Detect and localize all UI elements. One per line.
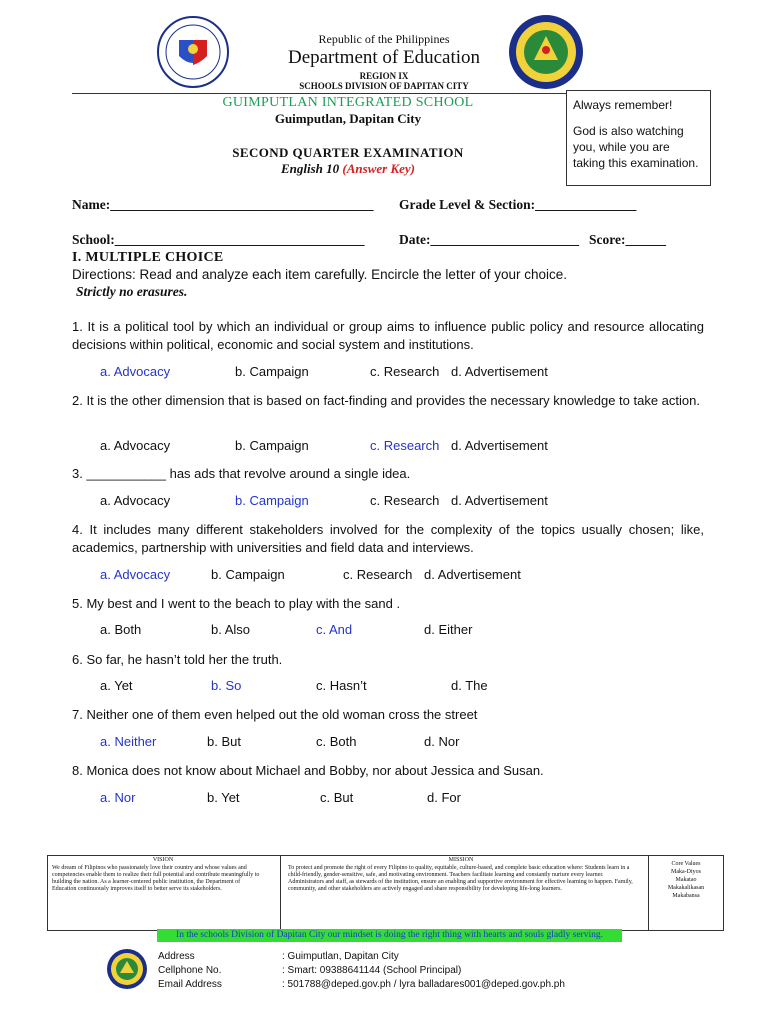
question-8-option-d[interactable]: d. For	[427, 790, 461, 805]
question-4-option-a[interactable]: a. Advocacy	[100, 567, 171, 582]
question-5: 5. My best and I went to the beach to play with the sand .	[72, 596, 401, 611]
footer-school-seal-logo	[106, 948, 148, 990]
question-5-option-d[interactable]: d. Either	[424, 622, 473, 637]
subject-name: English 10	[280, 161, 340, 176]
date-field[interactable]: Date:______________________	[399, 232, 579, 247]
question-3-option-a[interactable]: a. Advocacy	[100, 493, 171, 508]
question-5-option-b[interactable]: b. Also	[211, 622, 251, 637]
grade-section-field[interactable]: Grade Level & Section:_______________	[399, 197, 637, 212]
remember-text: God is also watching you, while you are taking this examination.	[573, 124, 699, 170]
question-1: 1. It is a political tool by which an individual or group aims to influence public policy and resource allocating decisions within political, economic and social system and institutions.	[72, 319, 704, 352]
core-value-4: Makabansa	[672, 893, 700, 899]
question-1-option-b[interactable]: b. Campaign	[235, 364, 309, 379]
school-location: Guimputlan, Dapitan City	[274, 111, 422, 126]
core-value-2: Makatao	[675, 877, 697, 883]
question-1-option-a[interactable]: a. Advocacy	[100, 364, 171, 379]
question-6-option-d[interactable]: d. The	[451, 678, 488, 693]
address-value: : Guimputlan, Dapitan City	[282, 951, 399, 962]
vision-mission-box	[47, 855, 724, 931]
question-7-option-c[interactable]: c. Both	[316, 734, 357, 749]
mission-title: MISSION	[448, 857, 474, 863]
question-6-option-a[interactable]: a. Yet	[100, 678, 133, 693]
question-6-option-b[interactable]: b. So	[211, 678, 242, 693]
question-8-option-a[interactable]: a. Nor	[100, 790, 136, 805]
address-label: Address	[158, 951, 195, 962]
question-7-option-d[interactable]: d. Nor	[424, 734, 460, 749]
vision-title: VISION	[152, 857, 174, 863]
phone-label: Cellphone No.	[158, 965, 222, 976]
mindset-banner: In the schools Division of Dapitan City our mindset is doing the right thing with hearts and souls gladly serving.	[157, 929, 622, 942]
remember-box	[566, 90, 711, 186]
school-field[interactable]: School:_____________________________________	[72, 232, 365, 247]
vision-text: We dream of Filipinos who passionately love their country and whose values and competencies enable them to realize their full potential and contribute meaningfully to building the nation. As a learner-centered public institution, the Department of Education continuously improves itself to better serve its stakeholders.	[52, 865, 260, 892]
question-1-option-c[interactable]: c. Research	[370, 364, 440, 379]
question-7-option-a[interactable]: a. Neither	[100, 734, 157, 749]
section-title: I. MULTIPLE CHOICE	[72, 250, 224, 265]
question-8: 8. Monica does not know about Michael and Bobby, nor about Jessica and Susan.	[72, 763, 544, 778]
footer-divider-1	[280, 856, 281, 930]
school-name: GUIMPUTLAN INTEGRATED SCHOOL	[222, 95, 474, 110]
question-6-option-c[interactable]: c. Hasn’t	[316, 678, 367, 693]
score-field[interactable]: Score:______	[589, 232, 666, 247]
question-3-option-c[interactable]: c. Research	[370, 493, 440, 508]
question-7-option-b[interactable]: b. But	[207, 734, 241, 749]
question-5-option-a[interactable]: a. Both	[100, 622, 142, 637]
question-3-option-d[interactable]: d. Advertisement	[451, 493, 548, 508]
question-2-option-d[interactable]: d. Advertisement	[451, 438, 548, 453]
question-2: 2. It is the other dimension that is based on fact-finding and provides the necessary knowledge to take action.	[72, 393, 700, 408]
subject-line	[70, 161, 626, 177]
question-2-option-c[interactable]: c. Research	[370, 438, 440, 453]
directions-text: Directions: Read and analyze each item carefully. Encircle the letter of your choice.	[72, 267, 567, 282]
question-3-option-b[interactable]: b. Campaign	[235, 493, 309, 508]
region-label: REGION IX	[359, 71, 409, 81]
name-field[interactable]: Name:_______________________________________	[72, 197, 374, 212]
core-values	[649, 860, 723, 900]
question-5-option-c[interactable]: c. And	[316, 622, 353, 637]
question-4: 4. It includes many different stakeholders involved for the complexity of the topics usually chosen; like, academics, partnership with universities and field data and interviews.	[72, 522, 704, 555]
question-3: 3. ___________ has ads that revolve around a single idea.	[72, 466, 411, 481]
exam-title: SECOND QUARTER EXAMINATION	[232, 145, 464, 160]
question-1-option-d[interactable]: d. Advertisement	[451, 364, 548, 379]
department-title: Department of Education	[287, 47, 481, 68]
email-value: : 501788@deped.gov.ph / lyra balladares001@deped.gov.ph.ph	[282, 979, 565, 990]
core-value-1: Maka-Diyos	[671, 869, 701, 875]
remember-title: Always remember!	[573, 98, 673, 112]
question-6: 6. So far, he hasn’t told her the truth.	[72, 652, 283, 667]
email-label: Email Address	[158, 979, 222, 990]
republic-label: Republic of the Philippines	[318, 32, 450, 46]
question-8-option-c[interactable]: c. But	[320, 790, 354, 805]
question-7: 7. Neither one of them even helped out the old woman cross the street	[72, 707, 478, 722]
question-4-option-b[interactable]: b. Campaign	[211, 567, 285, 582]
question-2-option-b[interactable]: b. Campaign	[235, 438, 309, 453]
question-2-option-a[interactable]: a. Advocacy	[100, 438, 171, 453]
strict-note: Strictly no erasures.	[76, 284, 188, 299]
core-values-title: Core Values	[671, 861, 701, 867]
mission-text: To protect and promote the right of every Filipino to quality, equitable, culture-based, and complete basic education where: Students learn in a child-friendly, gender-sensitive, safe, and motivating environment. Teachers facilitate learning and constantly nurture every learner. Administrators and staff, as stewards of the institution, ensure an enabling and supportive environment for effective learning to happen. Family, community, and other stakeholders are actively engaged and share responsibility for developing life-long learners.	[288, 865, 633, 892]
question-8-option-b[interactable]: b. Yet	[207, 790, 240, 805]
question-4-option-c[interactable]: c. Research	[343, 567, 413, 582]
phone-value: : Smart: 09388641144 (School Principal)	[282, 965, 462, 976]
division-label: SCHOOLS DIVISION OF DAPITAN CITY	[299, 81, 469, 91]
answer-key-label: (Answer Key)	[342, 161, 415, 176]
core-value-3: Makakalikasan	[667, 885, 705, 891]
question-4-option-d[interactable]: d. Advertisement	[424, 567, 521, 582]
